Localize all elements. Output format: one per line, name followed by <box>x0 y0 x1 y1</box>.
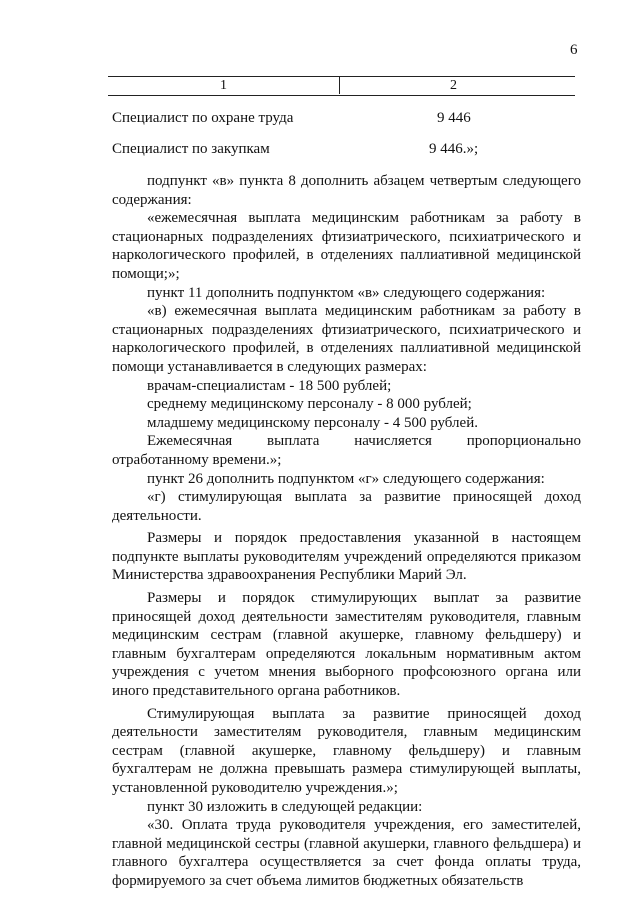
page-number: 6 <box>570 42 578 58</box>
paragraph: «ежемесячная выплата медицинским работникам за работу в стационарных подразделениях фтизиатрического, психиатрического и наркологического профилей, в отделениях паллиативной медицинской помощи;»; <box>112 210 581 282</box>
table-row-2-value: 9 446.»; <box>429 141 479 157</box>
table-header-rule <box>108 95 575 96</box>
table-row-1-position: Специалист по охране труда <box>112 110 294 126</box>
paragraph: Ежемесячная выплата начисляется пропорционально отработанному времени.»; <box>112 433 581 468</box>
list-item: младшему медицинскому персоналу - 4 500 рублей. <box>147 414 478 431</box>
paragraph: пункт 26 дополнить подпунктом «г» следующего содержания: <box>147 470 545 487</box>
paragraph: Размеры и порядок стимулирующих выплат за развитие приносящей доход деятельности заместителям руководителя, главным медицинским сестрам (главной акушерке, главному фельдшеру) и главным бухгалтерам определяются локальным нормативным актом учреждения с учетом мнения выборного профсоюзного органа или иного представительного органа работников. <box>112 590 581 700</box>
table-row-2-position: Специалист по закупкам <box>112 141 270 157</box>
paragraph: «30. Оплата труда руководителя учреждения, его заместителей, главной медицинской сестры (главной акушерки, главного фельдшера) и главного бухгалтера осуществляется за счет фонда оплаты труда, формируемого за счет объема лимитов бюджетных обязательств <box>112 817 581 889</box>
table-column-separator <box>339 77 340 94</box>
table-top-rule <box>108 76 575 77</box>
column-header-1: 1 <box>220 78 227 93</box>
document-body <box>112 172 581 891</box>
paragraph: подпункт «в» пункта 8 дополнить абзацем четвертым следующего содержания: <box>112 173 581 208</box>
paragraph: пункт 11 дополнить подпунктом «в» следующего содержания: <box>147 284 546 301</box>
paragraph: Стимулирующая выплата за развитие приносящей доход деятельности заместителям руководителя, главным медицинским сестрам (главной акушерке, главному фельдшеру) и главным бухгалтерам не должна превышать размера стимулирующей выплаты, установленной руководителю учреждения.»; <box>112 705 581 796</box>
table-row-1-value: 9 446 <box>437 110 471 126</box>
column-header-2: 2 <box>450 78 457 93</box>
paragraph: Размеры и порядок предоставления указанной в настоящем подпункте выплаты руководителям учреждений определяются приказом Министерства здравоохранения Республики Марий Эл. <box>112 530 581 584</box>
paragraph: «в) ежемесячная выплата медицинским работникам за работу в стационарных подразделениях фтизиатрического, психиатрического и наркологического профилей, в отделениях паллиативной медицинской помощи устанавливается в следующих размерах: <box>112 303 581 375</box>
paragraph: «г) стимулирующая выплата за развитие приносящей доход деятельности. <box>112 489 581 524</box>
paragraph: пункт 30 изложить в следующей редакции: <box>147 798 423 815</box>
list-item: врачам-специалистам - 18 500 рублей; <box>147 377 392 394</box>
list-item: среднему медицинскому персоналу - 8 000 рублей; <box>147 396 472 413</box>
